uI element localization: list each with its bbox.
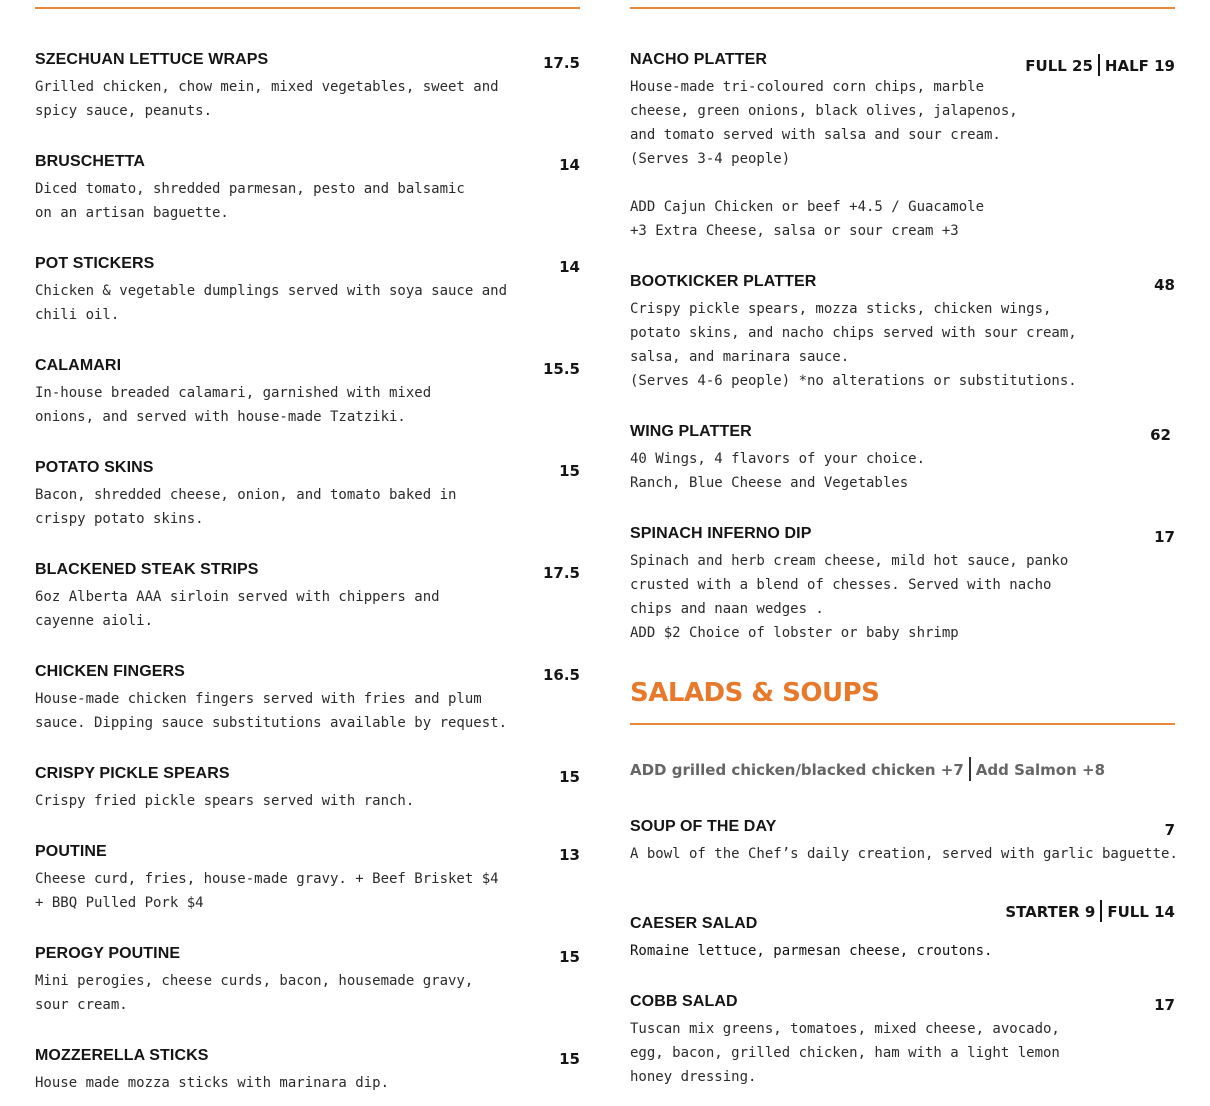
- item-description: Mini perogies, cheese curds, bacon, housemade gravy, sour cream.: [35, 973, 474, 1013]
- item-description: Chicken & vegetable dumplings served with soya sauce and chili oil.: [35, 283, 508, 323]
- item-price-options: [1025, 54, 1175, 76]
- item-name: SPINACH INFERNO DIP: [630, 525, 812, 542]
- item-price: 17: [1154, 528, 1175, 546]
- price-separator: [1098, 54, 1100, 76]
- salad-addons: [630, 757, 1105, 781]
- item-price: 15: [559, 1050, 580, 1068]
- top-divider-right: [630, 7, 1175, 9]
- item-description: 40 Wings, 4 flavors of your choice. Ranch, Blue Cheese and Vegetables: [630, 451, 926, 491]
- caeser-price-options: [1005, 900, 1175, 922]
- item-description: Tuscan mix greens, tomatoes, mixed cheese, avocado, egg, bacon, grilled chicken, ham with a light lemon honey dressing.: [630, 1021, 1060, 1085]
- item-description: Crispy fried pickle spears served with ranch.: [35, 793, 415, 809]
- item-description: Crispy pickle spears, mozza sticks, chicken wings, potato skins, and nacho chips served with sour cream, salsa, and marinara sauce. (Serves 4-6 people) *no alterations or substitutions.: [630, 301, 1077, 389]
- top-divider-left: [35, 7, 580, 9]
- item-price: 17.5: [542, 54, 580, 72]
- item-price: 48: [1154, 276, 1175, 294]
- item-name: POT STICKERS: [35, 255, 155, 272]
- price-separator: [1100, 900, 1102, 922]
- price-half: HALF 19: [1104, 57, 1175, 75]
- section-title-salads-soups: SALADS & SOUPS: [630, 678, 880, 708]
- item-name: POUTINE: [35, 843, 107, 860]
- addon-chicken: ADD grilled chicken/blacked chicken +7: [630, 761, 964, 779]
- item-name: CALAMARI: [35, 357, 122, 374]
- item-price: 14: [559, 258, 580, 276]
- price-full: FULL 25: [1025, 57, 1093, 75]
- item-name: POTATO SKINS: [35, 459, 154, 476]
- item-name: PEROGY POUTINE: [35, 945, 181, 962]
- item-price: 13: [559, 846, 580, 864]
- item-description: House made mozza sticks with marinara dip.: [35, 1075, 390, 1091]
- item-price: 15: [559, 462, 580, 480]
- item-name: CHICKEN FINGERS: [35, 663, 185, 680]
- item-name: CAESER SALAD: [630, 915, 758, 932]
- item-description: Diced tomato, shredded parmesan, pesto and balsamic on an artisan baguette.: [35, 181, 465, 221]
- item-price: 15.5: [542, 360, 580, 378]
- item-name: MOZZERELLA STICKS: [35, 1047, 209, 1064]
- item-description: Grilled chicken, chow mein, mixed vegetables, sweet and spicy sauce, peanuts.: [35, 79, 499, 119]
- item-price: 15: [559, 768, 580, 786]
- addon-separator: [969, 757, 971, 781]
- item-price: 16.5: [542, 666, 580, 684]
- item-description: Cheese curd, fries, house-made gravy. + Beef Brisket $4 + BBQ Pulled Pork $4: [35, 871, 499, 911]
- item-name: SZECHUAN LETTUCE WRAPS: [35, 51, 269, 68]
- item-description: Spinach and herb cream cheese, mild hot sauce, panko crusted with a blend of chesses. Served with nacho chips and naan wedges . ADD $2 Choice of lobster or baby shrimp: [630, 553, 1069, 641]
- item-description: House-made chicken fingers served with fries and plum sauce. Dipping sauce substitutions available by request.: [35, 691, 508, 731]
- item-description: 6oz Alberta AAA sirloin served with chippers and cayenne aioli.: [35, 589, 440, 629]
- price-full: FULL 14: [1107, 903, 1175, 921]
- item-description: In-house breaded calamari, garnished with mixed onions, and served with house-made Tzatziki.: [35, 385, 432, 425]
- item-price: 62: [1150, 426, 1171, 444]
- item-name: SOUP OF THE DAY: [630, 818, 777, 835]
- item-name: COBB SALAD: [630, 993, 738, 1010]
- item-name: WING PLATTER: [630, 423, 752, 440]
- item-price: 14: [559, 156, 580, 174]
- item-name: BLACKENED STEAK STRIPS: [35, 561, 259, 578]
- item-name: NACHO PLATTER: [630, 51, 767, 68]
- item-name: BRUSCHETTA: [35, 153, 146, 170]
- item-price: 17: [1154, 996, 1175, 1014]
- item-price: 7: [1164, 821, 1175, 839]
- item-description: House-made tri-coloured corn chips, marble cheese, green onions, black olives, jalapenos, and tomato served with salsa and sour cream. (Serves 3-4 people) ADD Cajun Chicken or beef +4.5 / Guacamole +3 Extra Cheese, salsa or sour cream +3: [630, 79, 1018, 239]
- price-starter: STARTER 9: [1005, 903, 1096, 921]
- item-description: A bowl of the Chef’s daily creation, served with garlic baguette.: [630, 846, 1178, 862]
- item-price: 17.5: [542, 564, 580, 582]
- item-description: Bacon, shredded cheese, onion, and tomato baked in crispy potato skins.: [35, 487, 457, 527]
- addon-salmon: Add Salmon +8: [975, 761, 1106, 779]
- item-price: 15: [559, 948, 580, 966]
- item-name: CRISPY PICKLE SPEARS: [35, 765, 230, 782]
- item-name: BOOTKICKER PLATTER: [630, 273, 817, 290]
- section-divider: [630, 723, 1175, 725]
- item-description: Romaine lettuce, parmesan cheese, croutons.: [630, 943, 993, 959]
